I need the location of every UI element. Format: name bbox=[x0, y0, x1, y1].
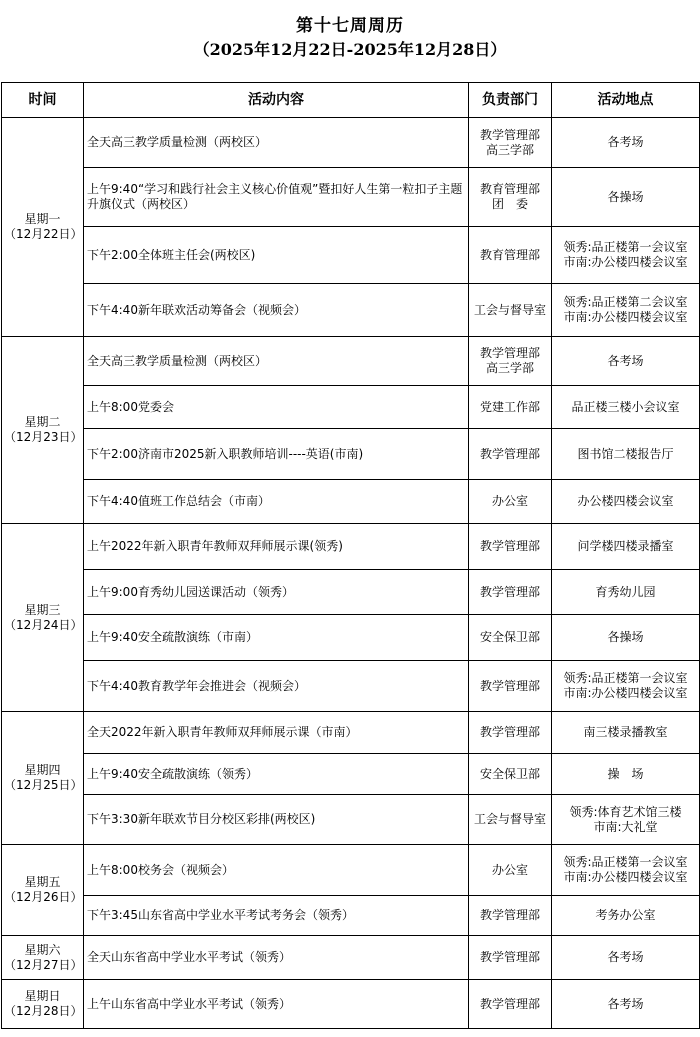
responsible-dept bbox=[469, 754, 552, 795]
activity-content: 全天高三教学质量检测（两校区） bbox=[84, 118, 469, 168]
activity-content: 下午3:30新年联欢节目分校区彩排(两校区) bbox=[84, 795, 469, 845]
responsible-dept bbox=[469, 570, 552, 615]
responsible-dept bbox=[469, 118, 552, 168]
dept-line: 安全保卫部 bbox=[479, 766, 540, 781]
day-date: （12月28日） bbox=[4, 1004, 83, 1018]
location-line: 市南:办公楼四楼会议室 bbox=[563, 870, 688, 884]
activity-location bbox=[552, 795, 700, 845]
table-row bbox=[2, 845, 700, 896]
location-line: 领秀:品正楼第一会议室 bbox=[563, 671, 688, 685]
responsible-dept bbox=[469, 615, 552, 661]
dept-line: 工会与督导室 bbox=[473, 812, 546, 826]
location-line: 市南:办公楼四楼会议室 bbox=[563, 310, 688, 324]
location-line: 各操场 bbox=[607, 189, 644, 204]
table-row bbox=[2, 284, 700, 337]
dept-line: 工会与督导室 bbox=[473, 302, 546, 317]
responsible-dept bbox=[469, 896, 552, 936]
day-date: （12月23日） bbox=[4, 430, 83, 444]
activity-location bbox=[552, 845, 700, 896]
day-date: （12月25日） bbox=[4, 778, 83, 792]
table-row bbox=[2, 936, 700, 980]
table-row bbox=[2, 524, 700, 570]
activity-location bbox=[552, 480, 700, 524]
location-line: 南三楼录播教室 bbox=[583, 725, 668, 739]
responsible-dept bbox=[469, 227, 552, 284]
location-line: 各考场 bbox=[607, 135, 644, 149]
day-cell bbox=[2, 712, 84, 845]
location-line: 各操场 bbox=[607, 630, 644, 644]
activity-location bbox=[552, 524, 700, 570]
table-row bbox=[2, 795, 700, 845]
schedule-body bbox=[2, 118, 700, 1029]
table-row bbox=[2, 754, 700, 795]
activity-location bbox=[552, 896, 700, 936]
page-title: 第十七周周历 bbox=[296, 16, 404, 36]
dept-line: 高三学部 bbox=[485, 361, 534, 375]
activity-content: 上午9:40“学习和践行社会主义核心价值观”暨扣好人生第一粒扣子主题升旗仪式（两校区） bbox=[84, 168, 469, 227]
table-row bbox=[2, 896, 700, 936]
location-line: 领秀:体育艺术馆三楼 bbox=[569, 804, 682, 819]
activity-content: 上午2022年新入职青年教师双拜师展示课(领秀) bbox=[84, 524, 469, 570]
activity-content: 上午8:00校务会（视频会） bbox=[84, 845, 469, 896]
dept-line: 教学管理部 bbox=[479, 996, 540, 1011]
responsible-dept bbox=[469, 168, 552, 227]
table-row bbox=[2, 661, 700, 712]
responsible-dept bbox=[469, 480, 552, 524]
dept-line: 教学管理部 bbox=[479, 678, 540, 693]
activity-location bbox=[552, 386, 700, 429]
activity-content: 全天2022年新入职青年教师双拜师展示课（市南） bbox=[84, 712, 469, 754]
table-row bbox=[2, 980, 700, 1029]
activity-content: 上午9:40安全疏散演练（市南） bbox=[84, 615, 469, 661]
day-date: （12月26日） bbox=[4, 890, 83, 904]
location-line: 市南:大礼堂 bbox=[593, 819, 658, 834]
day-name: 星期二 bbox=[24, 415, 61, 429]
table-row bbox=[2, 386, 700, 429]
location-line: 各考场 bbox=[607, 950, 644, 964]
dept-line: 办公室 bbox=[491, 494, 528, 508]
activity-location bbox=[552, 118, 700, 168]
activity-content: 上午9:00育秀幼儿园送课活动（领秀） bbox=[84, 570, 469, 615]
location-line: 品正楼三楼小会议室 bbox=[571, 399, 680, 414]
location-line: 考务办公室 bbox=[595, 908, 656, 922]
responsible-dept bbox=[469, 429, 552, 480]
activity-content: 上午9:40安全疏散演练（领秀） bbox=[84, 754, 469, 795]
location-line: 各考场 bbox=[607, 996, 644, 1011]
day-name: 星期五 bbox=[24, 875, 61, 889]
table-row bbox=[2, 615, 700, 661]
location-line: 各考场 bbox=[607, 353, 644, 368]
activity-content: 下午4:40值班工作总结会（市南） bbox=[84, 480, 469, 524]
location-line: 育秀幼儿园 bbox=[595, 584, 656, 599]
activity-location bbox=[552, 284, 700, 337]
header-dept: 负责部门 bbox=[469, 83, 552, 118]
day-cell bbox=[2, 337, 84, 524]
activity-content: 上午山东省高中学业水平考试（领秀） bbox=[84, 980, 469, 1029]
activity-content: 下午3:45山东省高中学业水平考试考务会（领秀） bbox=[84, 896, 469, 936]
responsible-dept bbox=[469, 661, 552, 712]
location-line: 领秀:品正楼第二会议室 bbox=[563, 295, 688, 309]
location-line: 市南:办公楼四楼会议室 bbox=[563, 255, 688, 269]
header-content: 活动内容 bbox=[84, 83, 469, 118]
responsible-dept bbox=[469, 980, 552, 1029]
dept-line: 教学管理部 bbox=[479, 950, 540, 964]
dept-line: 教学管理部 bbox=[479, 446, 540, 461]
activity-location bbox=[552, 754, 700, 795]
day-cell bbox=[2, 524, 84, 712]
dept-line: 教学管理部 bbox=[479, 539, 540, 553]
day-name: 星期六 bbox=[24, 942, 61, 957]
responsible-dept bbox=[469, 845, 552, 896]
page-subtitle: （2025年12月22日-2025年12月28日） bbox=[193, 40, 507, 59]
dept-line: 教学管理部 bbox=[479, 584, 540, 599]
activity-content: 下午4:40教育教学年会推进会（视频会） bbox=[84, 661, 469, 712]
dept-line: 安全保卫部 bbox=[479, 630, 540, 644]
title-area bbox=[0, 0, 700, 82]
location-line: 问学楼四楼录播室 bbox=[577, 539, 674, 553]
day-name: 星期三 bbox=[24, 602, 61, 617]
activity-location bbox=[552, 227, 700, 284]
dept-line: 高三学部 bbox=[485, 142, 534, 157]
responsible-dept bbox=[469, 795, 552, 845]
dept-line: 教育管理部 bbox=[479, 182, 540, 196]
table-header-row bbox=[2, 83, 700, 118]
table-row bbox=[2, 570, 700, 615]
table-row bbox=[2, 337, 700, 386]
dept-line: 教学管理部 bbox=[479, 346, 540, 360]
table-row bbox=[2, 712, 700, 754]
day-date: （12月24日） bbox=[4, 617, 83, 632]
activity-content: 全天高三教学质量检测（两校区） bbox=[84, 337, 469, 386]
responsible-dept bbox=[469, 386, 552, 429]
activity-location bbox=[552, 337, 700, 386]
header-time: 时间 bbox=[2, 83, 84, 118]
location-line: 市南:办公楼四楼会议室 bbox=[563, 686, 688, 700]
activity-location bbox=[552, 615, 700, 661]
dept-line: 教学管理部 bbox=[479, 725, 540, 739]
location-line: 领秀:品正楼第一会议室 bbox=[563, 855, 688, 869]
header-location: 活动地点 bbox=[552, 83, 700, 118]
table-row bbox=[2, 480, 700, 524]
day-cell bbox=[2, 845, 84, 936]
activity-location bbox=[552, 661, 700, 712]
activity-location bbox=[552, 936, 700, 980]
activity-content: 下午2:00全体班主任会(两校区) bbox=[84, 227, 469, 284]
dept-line: 团 委 bbox=[491, 197, 528, 211]
day-date: （12月27日） bbox=[4, 957, 83, 972]
activity-content: 全天山东省高中学业水平考试（领秀） bbox=[84, 936, 469, 980]
day-cell bbox=[2, 118, 84, 337]
schedule-table bbox=[1, 82, 700, 1029]
dept-line: 教育管理部 bbox=[479, 247, 540, 262]
day-cell bbox=[2, 936, 84, 980]
day-cell bbox=[2, 980, 84, 1029]
table-row bbox=[2, 118, 700, 168]
responsible-dept bbox=[469, 284, 552, 337]
location-line: 办公楼四楼会议室 bbox=[577, 494, 674, 508]
location-line: 操 场 bbox=[607, 766, 644, 781]
dept-line: 办公室 bbox=[491, 862, 528, 877]
location-line: 图书馆二楼报告厅 bbox=[577, 446, 674, 461]
table-row bbox=[2, 429, 700, 480]
day-name: 星期四 bbox=[24, 763, 61, 777]
table-row bbox=[2, 227, 700, 284]
responsible-dept bbox=[469, 936, 552, 980]
activity-content: 下午4:40新年联欢活动筹备会（视频会） bbox=[84, 284, 469, 337]
day-name: 星期一 bbox=[24, 212, 61, 226]
responsible-dept bbox=[469, 712, 552, 754]
activity-content: 上午8:00党委会 bbox=[84, 386, 469, 429]
responsible-dept bbox=[469, 337, 552, 386]
dept-line: 教学管理部 bbox=[479, 127, 540, 142]
day-date: （12月22日） bbox=[4, 227, 83, 241]
location-line: 领秀:品正楼第一会议室 bbox=[563, 240, 688, 254]
activity-content: 下午2:00济南市2025新入职教师培训----英语(市南) bbox=[84, 429, 469, 480]
responsible-dept bbox=[469, 524, 552, 570]
table-row bbox=[2, 168, 700, 227]
dept-line: 党建工作部 bbox=[479, 399, 540, 414]
activity-location bbox=[552, 570, 700, 615]
activity-location bbox=[552, 429, 700, 480]
activity-location bbox=[552, 980, 700, 1029]
day-name: 星期日 bbox=[24, 989, 61, 1003]
dept-line: 教学管理部 bbox=[479, 908, 540, 922]
activity-location bbox=[552, 712, 700, 754]
activity-location bbox=[552, 168, 700, 227]
